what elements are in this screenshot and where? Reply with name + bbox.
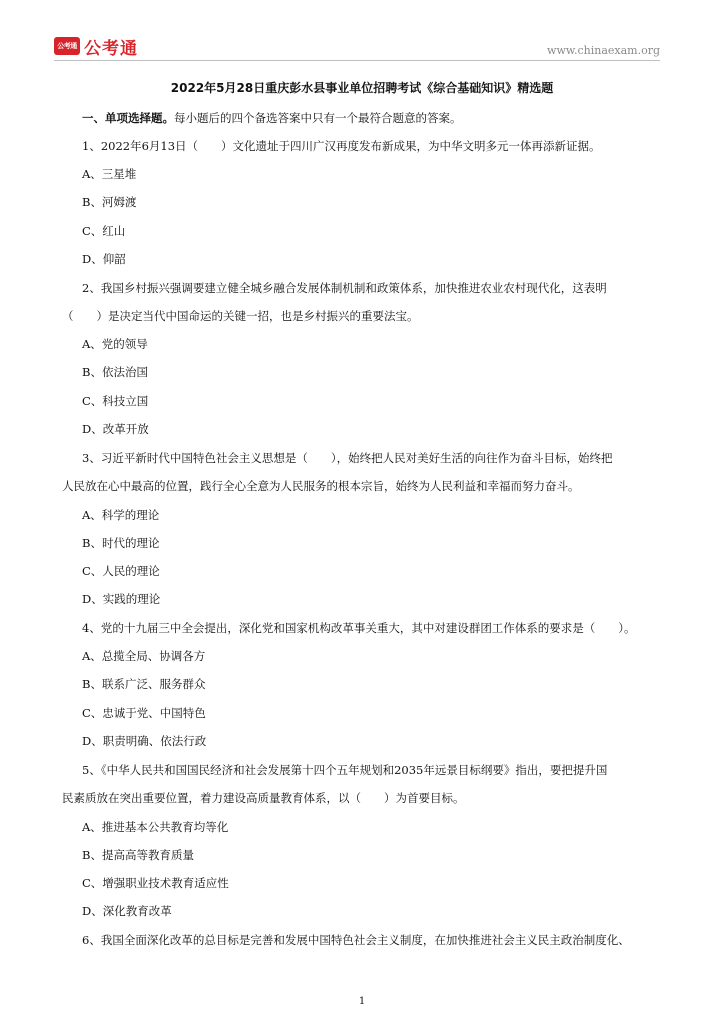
question-3-stem-line-1: 3、习近平新时代中国特色社会主义思想是（ ），始终把人民对美好生活的向往作为奋斗目标，始终把 xyxy=(82,451,613,465)
section-instruction: 每小题后的四个备选答案中只有一个最符合题意的答案。 xyxy=(174,111,462,125)
question-2-option-b: B、依法治国 xyxy=(82,365,148,379)
header-divider xyxy=(54,60,660,61)
section-heading xyxy=(62,110,692,126)
section-heading-label: 一、单项选择题。 xyxy=(82,111,174,125)
question-5-option-c: C、增强职业技术教育适应性 xyxy=(82,876,229,890)
question-1-option-c: C、红山 xyxy=(82,224,126,238)
question-2-stem-line-1: 2、我国乡村振兴强调要建立健全城乡融合发展体制机制和政策体系，加快推进农业农村现代化，这表明 xyxy=(82,281,607,295)
question-3-option-b: B、时代的理论 xyxy=(82,536,160,550)
logo-text: 公考通 xyxy=(84,38,138,59)
question-1-option-a: A、三星堆 xyxy=(82,167,137,181)
question-2-stem-line-2: （ ）是决定当代中国命运的关键一招，也是乡村振兴的重要法宝。 xyxy=(62,309,419,323)
brand-logo[interactable] xyxy=(54,36,138,59)
page-header xyxy=(0,0,724,70)
question-3-option-d: D、实践的理论 xyxy=(82,592,161,606)
question-1-option-b: B、河姆渡 xyxy=(82,195,137,209)
question-1-stem-line-1: 1、2022年6月13日（ ）文化遗址于四川广汉再度发布新成果，为中华文明多元一体再添新证据。 xyxy=(82,139,601,153)
question-2-option-a: A、党的领导 xyxy=(82,337,148,351)
question-5-option-d: D、深化教育改革 xyxy=(82,904,172,918)
question-4-option-c: C、忠诚于党、中国特色 xyxy=(82,706,206,720)
question-4-option-b: B、联系广泛、服务群众 xyxy=(82,677,206,691)
question-4-option-a: A、总揽全局、协调各方 xyxy=(82,649,206,663)
question-5-option-b: B、提高高等教育质量 xyxy=(82,848,194,862)
question-4-option-d: D、职责明确、依法行政 xyxy=(82,734,207,748)
question-3-stem-line-2: 人民放在心中最高的位置，践行全心全意为人民服务的根本宗旨，始终为人民利益和幸福而努力奋斗。 xyxy=(62,479,580,493)
question-2-option-c: C、科技立国 xyxy=(82,394,149,408)
question-1-option-d: D、仰韶 xyxy=(82,252,126,266)
question-5-stem-line-2: 民素质放在突出重要位置，着力建设高质量教育体系，以（ ）为首要目标。 xyxy=(62,791,465,805)
question-2-option-d: D、改革开放 xyxy=(82,422,149,436)
document-title: 2022年5月28日重庆彭水县事业单位招聘考试《综合基础知识》精选题 xyxy=(170,81,554,95)
question-5-option-a: A、推进基本公共教育均等化 xyxy=(82,820,229,834)
question-6-stem-line-1: 6、我国全面深化改革的总目标是完善和发展中国特色社会主义制度，在加快推进社会主义民主政治制度化、 xyxy=(82,933,630,947)
site-url[interactable]: www.chinaexam.org xyxy=(547,44,660,57)
question-3-option-a: A、科学的理论 xyxy=(82,508,160,522)
question-5-stem-line-1: 5、《中华人民共和国国民经济和社会发展第十四个五年规划和2035年远景目标纲要》指出，要把提升国 xyxy=(82,763,608,777)
page-number: 1 xyxy=(358,996,366,1007)
question-3-option-c: C、人民的理论 xyxy=(82,564,160,578)
question-4-stem-line-1: 4、党的十九届三中全会提出，深化党和国家机构改革事关重大，其中对建设群团工作体系的要求是（ ）。 xyxy=(82,621,636,635)
logo-badge-icon: 公考通 xyxy=(54,37,80,55)
